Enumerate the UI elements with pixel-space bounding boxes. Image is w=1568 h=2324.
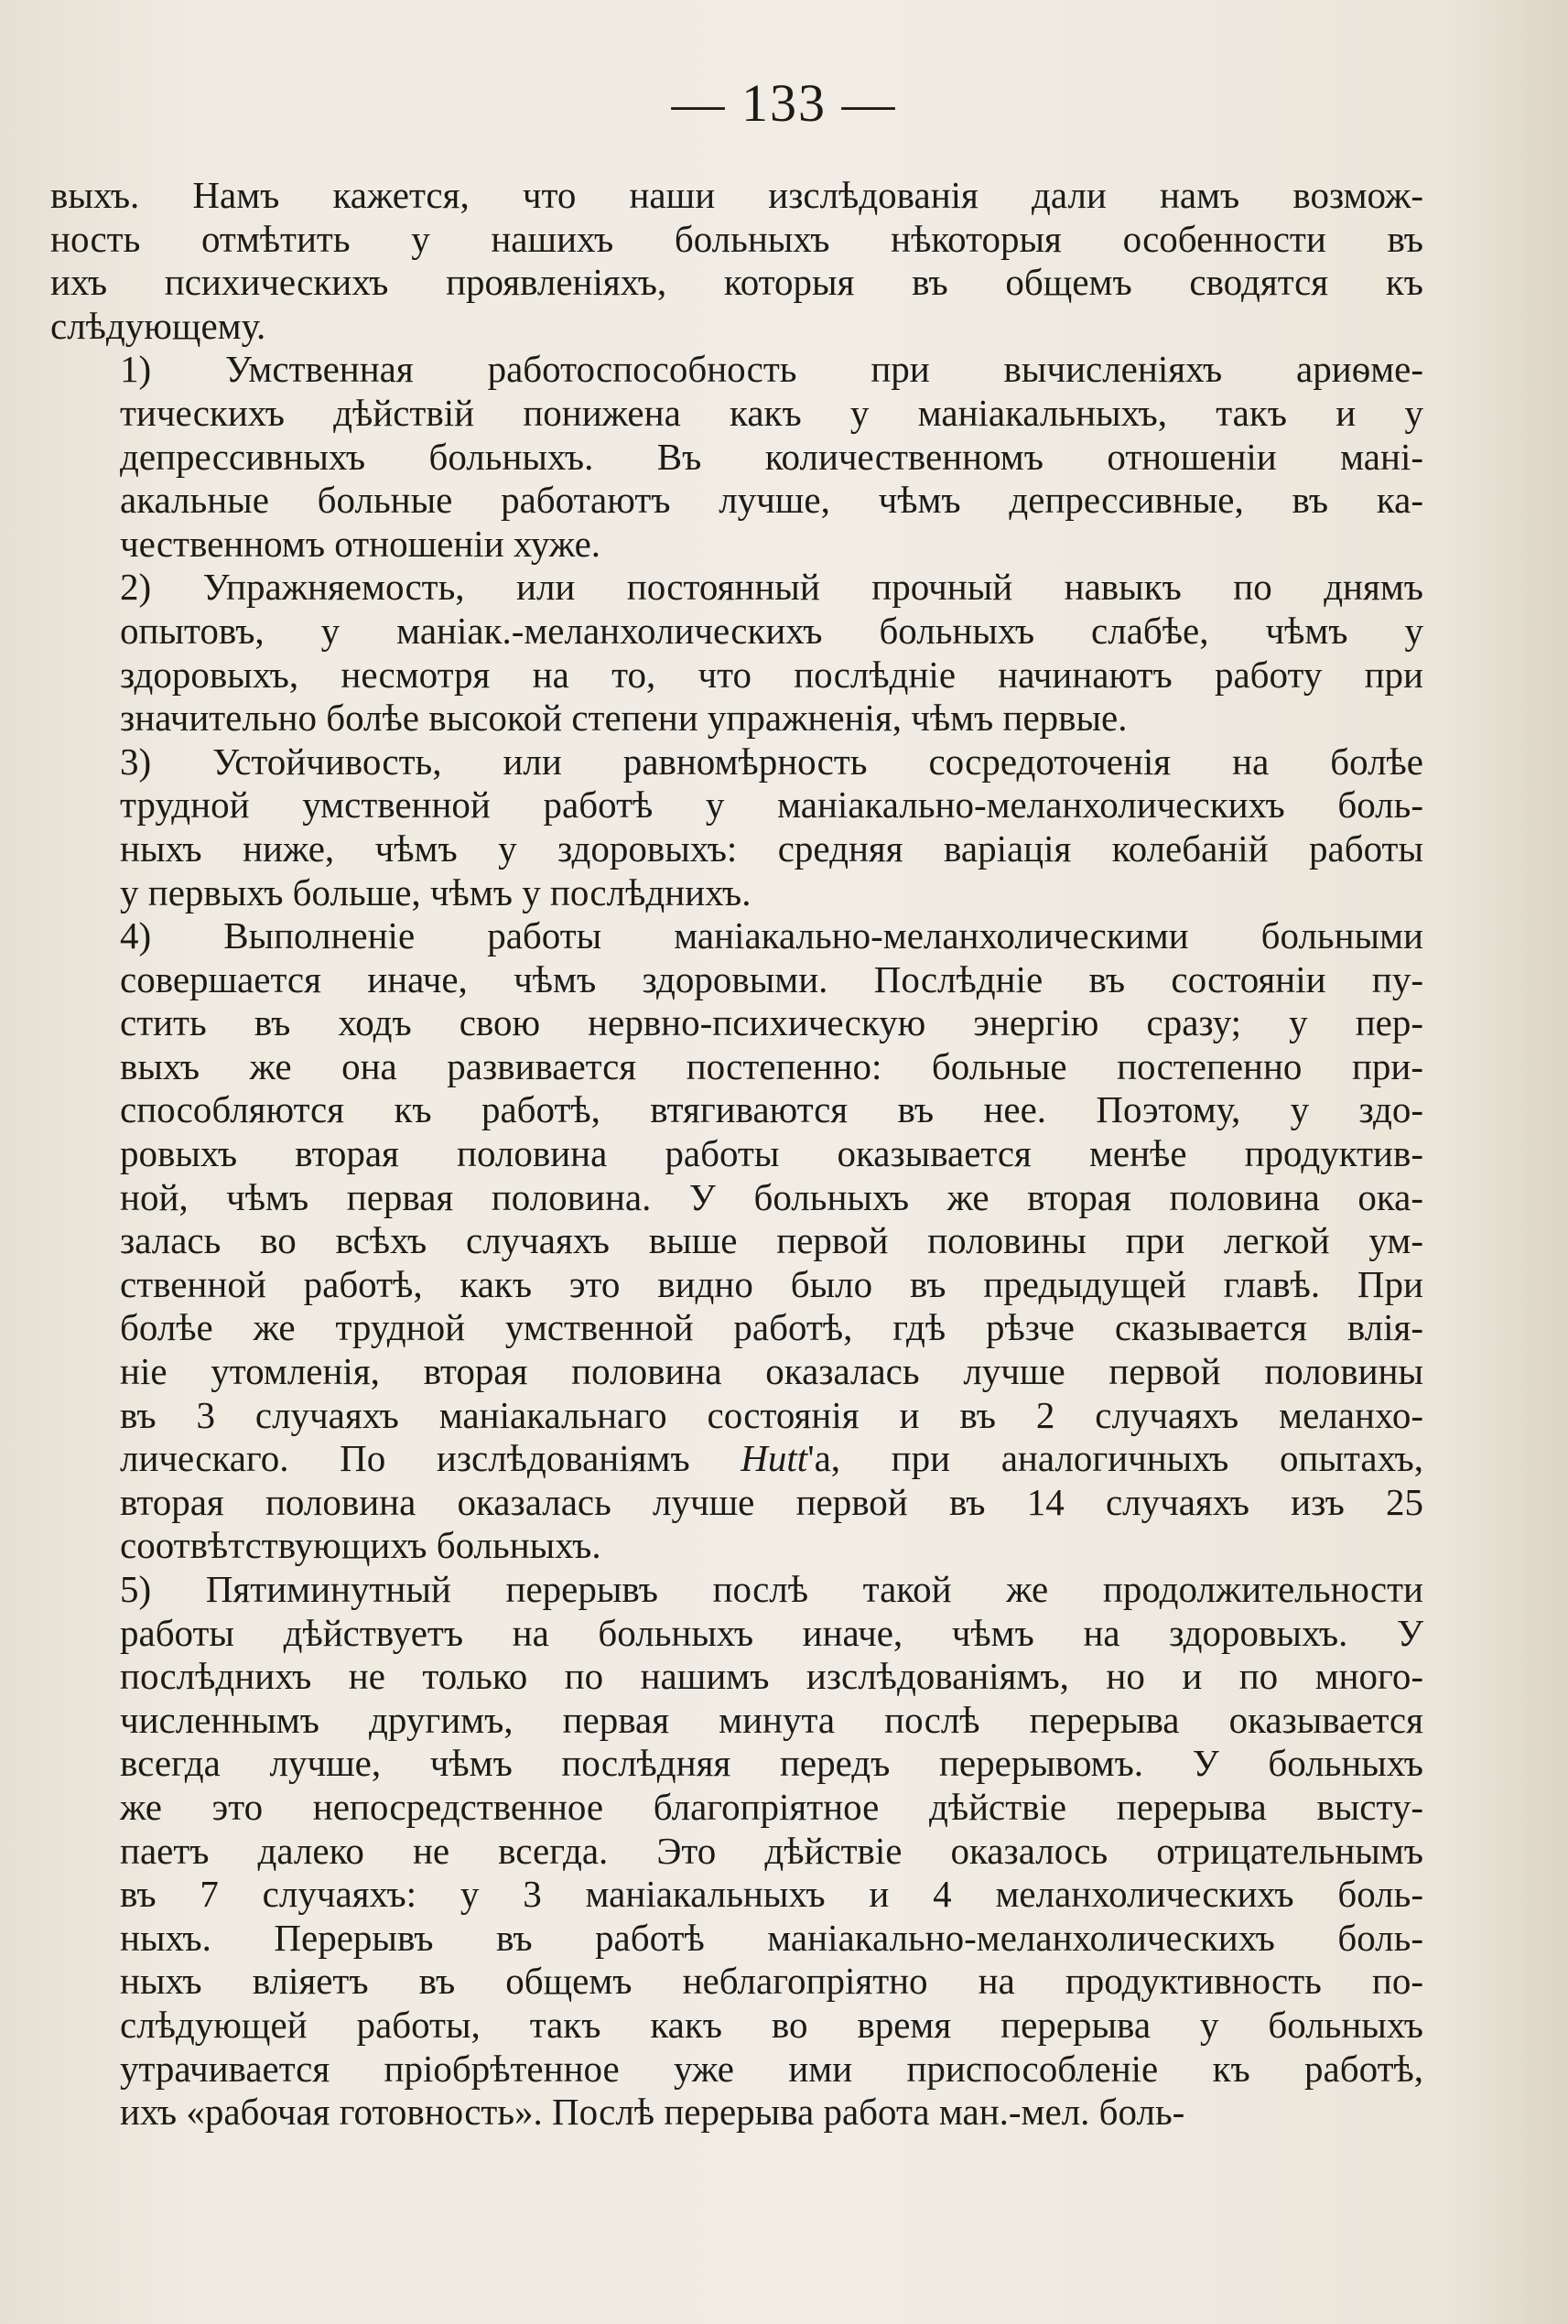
text-line: же это непосредственное благопріятное дѣйствіе перерыва высту- <box>120 1785 1423 1828</box>
text-line: 5) Пятиминутный перерывъ послѣ такой же продолжительности <box>120 1568 1423 1610</box>
text-line: работы дѣйствуетъ на больныхъ иначе, чѣмъ на здоровыхъ. У <box>120 1611 1423 1654</box>
numbered-paragraph <box>50 566 1423 740</box>
continuation-paragraph <box>50 174 1423 348</box>
text-line: въ 7 случаяхъ: у 3 маніакальныхъ и 4 меланхолическихъ боль- <box>120 1873 1423 1916</box>
text-line: у первыхъ больше, чѣмъ у послѣднихъ. <box>120 870 752 913</box>
numbered-paragraph <box>50 1568 1423 2135</box>
text-line: численнымъ другимъ, первая минута послѣ перерыва оказывается <box>120 1698 1423 1741</box>
text-line: ность отмѣтить у нашихъ больныхъ нѣкоторыя особенности въ <box>50 217 1423 260</box>
text-line: всегда лучше, чѣмъ послѣдняя передъ перерывомъ. У больныхъ <box>120 1742 1423 1785</box>
text-line: акальные больные работаютъ лучше, чѣмъ депрессивные, въ ка- <box>120 479 1423 522</box>
text-line: ственной работѣ, какъ это видно было въ предыдущей главѣ. При <box>120 1262 1423 1305</box>
text-line: тическихъ дѣйствій понижена какъ у маніакальныхъ, такъ и у <box>120 391 1423 434</box>
text-line: здоровыхъ, несмотря на то, что послѣдніе начинаютъ работу при <box>120 653 1423 696</box>
text-line: вторая половина оказалась лучше первой въ 14 случаяхъ изъ 25 <box>120 1480 1423 1523</box>
text-line: послѣднихъ не только по нашимъ изслѣдованіямъ, но и по много- <box>120 1655 1423 1698</box>
text-line: слѣдующей работы, такъ какъ во время перерыва у больныхъ <box>120 2003 1423 2046</box>
page-number: — 133 — <box>671 73 897 133</box>
text-line: ихъ психическихъ проявленіяхъ, которыя въ общемъ сводятся къ <box>50 261 1423 304</box>
text-line: паетъ далеко не всегда. Это дѣйствіе оказалось отрицательнымъ <box>120 1829 1423 1872</box>
text-line: совершается иначе, чѣмъ здоровыми. Послѣдніе въ состояніи пу- <box>120 957 1423 1000</box>
text-line: ной, чѣмъ первая половина. У больныхъ же вторая половина ока- <box>120 1175 1423 1218</box>
text-line: 2) Упражняемость, или постоянный прочный навыкъ по днямъ <box>120 566 1423 609</box>
text-line: залась во всѣхъ случаяхъ выше первой половины при легкой ум- <box>120 1219 1423 1262</box>
text-line: 4) Выполненіе работы маніакально-меланхолическими больными <box>120 914 1423 957</box>
text-line: способляются къ работѣ, втягиваются въ нее. Поэтому, у здо- <box>120 1088 1423 1131</box>
numbered-paragraph <box>50 348 1423 566</box>
text-line: ніе утомленія, вторая половина оказалась лучше первой половины <box>120 1350 1423 1393</box>
text-line: депрессивныхъ больныхъ. Въ количественномъ отношеніи мані- <box>120 435 1423 478</box>
text-line: значительно болѣе высокой степени упражненія, чѣмъ первые. <box>120 697 1128 740</box>
numbered-paragraph <box>50 914 1423 1568</box>
text-line: выхъ. Намъ кажется, что наши изслѣдованія дали намъ возмож- <box>50 174 1423 216</box>
text-line: утрачивается пріобрѣтенное уже ими приспособленіе къ работѣ, <box>120 2047 1423 2090</box>
text-line: чественномъ отношеніи хуже. <box>120 522 601 565</box>
text-line: опытовъ, у маніак.-меланхолическихъ больныхъ слабѣе, чѣмъ у <box>120 609 1423 652</box>
body-text <box>50 174 1423 2135</box>
numbered-paragraph <box>50 740 1423 914</box>
text-line: ихъ «рабочая готовность». Послѣ перерыва работа ман.-мел. боль- <box>120 2091 1185 2134</box>
text-line: лическаго. По изслѣдованіямъ Hutt'а, при аналогичныхъ опытахъ, <box>120 1437 1424 1480</box>
text-line: стить въ ходъ свою нервно-психическую энергію сразу; у пер- <box>120 1001 1423 1044</box>
author-name: Hutt <box>741 1437 808 1480</box>
text-line: трудной умственной работѣ у маніакально-меланхолическихъ боль- <box>120 784 1423 827</box>
text-line: ныхъ вліяетъ въ общемъ неблагопріятно на продуктивность по- <box>120 1960 1423 2003</box>
text-line: 1) Умственная работоспособность при вычисленіяхъ ариѳме- <box>120 348 1423 391</box>
text-line: въ 3 случаяхъ маніакальнаго состоянія и въ 2 случаяхъ меланхо- <box>120 1393 1423 1436</box>
text-line: 3) Устойчивость, или равномѣрность сосредоточенія на болѣе <box>120 740 1423 783</box>
text-line: слѣдующему. <box>50 304 266 347</box>
text-line: болѣе же трудной умственной работѣ, гдѣ рѣзче сказывается влія- <box>120 1306 1423 1349</box>
text-line: ныхъ. Перерывъ въ работѣ маніакально-меланхолическихъ боль- <box>120 1916 1423 1959</box>
text-line: ныхъ ниже, чѣмъ у здоровыхъ: средняя варіація колебаній работы <box>120 827 1423 870</box>
text-line: ровыхъ вторая половина работы оказывается менѣе продуктив- <box>120 1132 1423 1175</box>
text-line: соотвѣтствующихъ больныхъ. <box>120 1524 601 1567</box>
text-line: выхъ же она развивается постепенно: больные постепенно при- <box>120 1044 1423 1087</box>
